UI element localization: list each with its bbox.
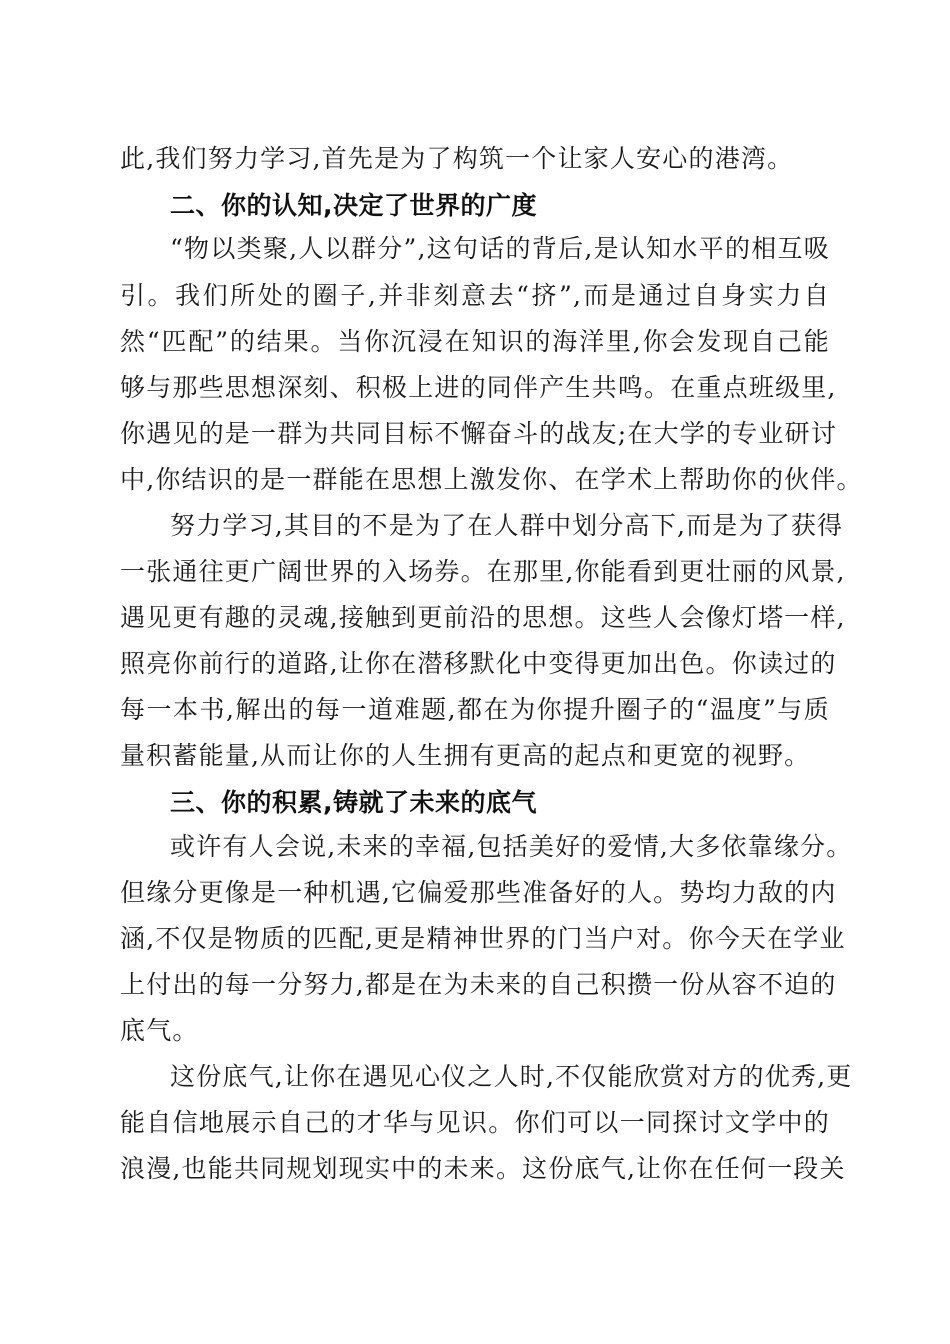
text-line: 你遇见的是一群为共同目标不懈奋斗的战友;在大学的专业研讨 bbox=[120, 419, 838, 448]
section-heading: 二、你的认知,决定了世界的广度 bbox=[170, 191, 537, 220]
text-line: 浪漫,也能共同规划现实中的未来。这份底气,让你在任何一段关 bbox=[120, 1154, 846, 1183]
text-line: 或许有人会说,未来的幸福,包括美好的爱情,大多依靠缘分。 bbox=[170, 832, 853, 861]
text-line: 涵,不仅是物质的匹配,更是精神世界的门当户对。你今天在学业 bbox=[120, 924, 846, 953]
text-line: 一张通往更广阔世界的入场券。在那里,你能看到更壮丽的风景, bbox=[120, 557, 846, 586]
text-line: 中,你结识的是一群能在思想上激发你、在学术上帮助你的伙伴。 bbox=[120, 465, 863, 494]
text-line: 引。我们所处的圈子,并非刻意去“挤”,而是通过自身实力自 bbox=[120, 281, 830, 310]
text-line: 然“匹配”的结果。当你沉浸在知识的海洋里,你会发现自己能 bbox=[120, 327, 830, 356]
text-line: 够与那些思想深刻、积极上进的同伴产生共鸣。在重点班级里, bbox=[120, 373, 837, 402]
text-line: “物以类聚,人以群分”,这句话的背后,是认知水平的相互吸 bbox=[170, 234, 830, 263]
text-line: 努力学习,其目的不是为了在人群中划分高下,而是为了获得 bbox=[170, 511, 844, 540]
text-line: 每一本书,解出的每一道难题,都在为你提升圈子的“温度”与质 bbox=[120, 695, 830, 724]
text-line: 遇见更有趣的灵魂,接触到更前沿的思想。这些人会像灯塔一样, bbox=[120, 603, 846, 632]
text-line: 照亮你前行的道路,让你在潜移默化中变得更加出色。你读过的 bbox=[120, 649, 837, 678]
text-line: 能自信地展示自己的才华与见识。你们可以一同探讨文学中的 bbox=[120, 1108, 830, 1137]
text-line: 此,我们努力学习,首先是为了构筑一个让家人安心的港湾。 bbox=[120, 144, 794, 173]
text-line: 上付出的每一分努力,都是在为未来的自己积攒一份从容不迫的 bbox=[120, 970, 837, 999]
text-line: 底气。 bbox=[120, 1016, 199, 1045]
text-line: 这份底气,让你在遇见心仪之人时,不仅能欣赏对方的优秀,更 bbox=[170, 1062, 853, 1091]
text-line: 但缘分更像是一种机遇,它偏爱那些准备好的人。势均力敌的内 bbox=[120, 878, 837, 907]
text-line: 量积蓄能量,从而让你的人生拥有更高的起点和更宽的视野。 bbox=[120, 741, 811, 770]
section-heading: 三、你的积累,铸就了未来的底气 bbox=[170, 788, 537, 817]
